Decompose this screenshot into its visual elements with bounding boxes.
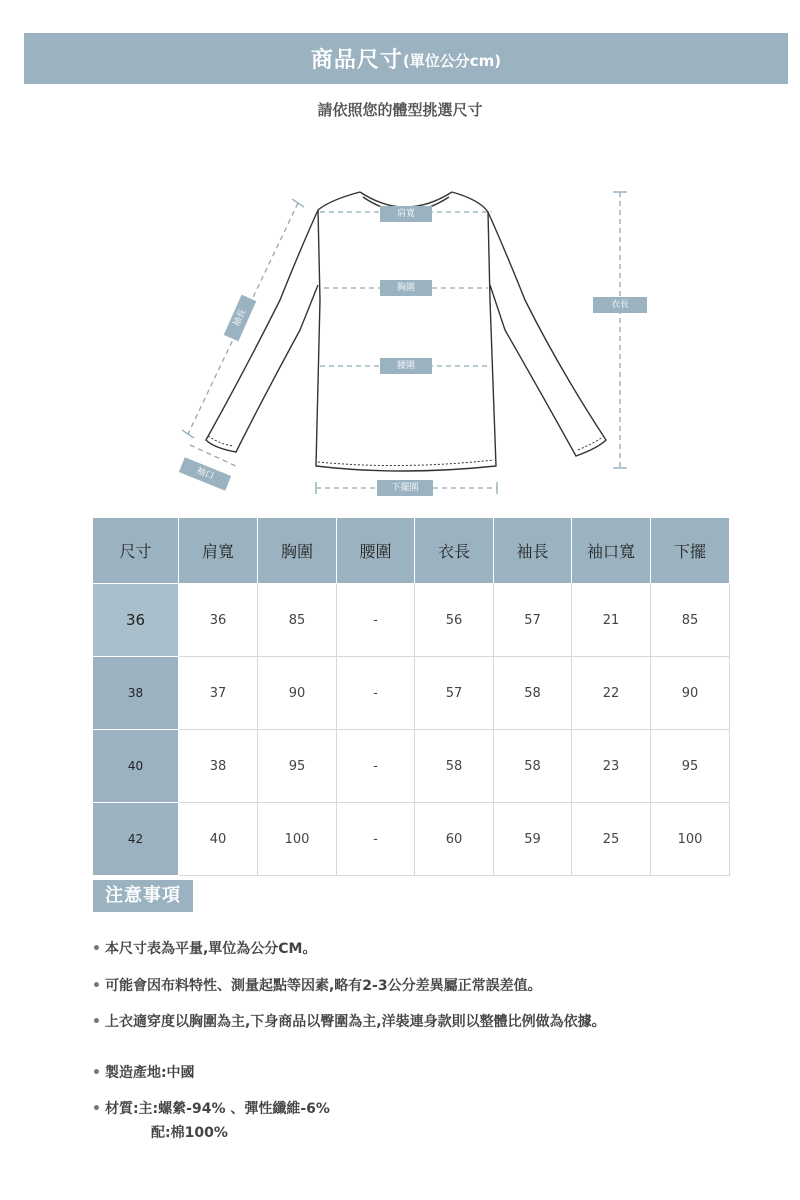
bullet-icon: • [92, 941, 101, 957]
table-cell: - [337, 657, 415, 730]
table-cell: 60 [415, 803, 494, 876]
page-title: 商品尺寸 [310, 48, 403, 73]
table-cell: 38 [179, 730, 258, 803]
table-cell: 23 [572, 730, 651, 803]
bullet-icon: • [92, 1101, 101, 1117]
table-cell: 21 [572, 584, 651, 657]
table-header: 下擺 [651, 518, 730, 584]
table-cell-size: 38 [93, 657, 179, 730]
table-cell: 36 [179, 584, 258, 657]
bullet-icon: • [92, 1065, 101, 1081]
table-cell: 95 [258, 730, 337, 803]
table-header: 袖長 [494, 518, 572, 584]
measure-ticks [182, 192, 627, 494]
table-cell: 22 [572, 657, 651, 730]
size-table [92, 517, 730, 876]
table-cell: 57 [494, 584, 572, 657]
table-cell: 59 [494, 803, 572, 876]
table-cell: 100 [651, 803, 730, 876]
note-item [92, 938, 316, 958]
origin-item [92, 1062, 195, 1082]
table-cell: 56 [415, 584, 494, 657]
table-cell: - [337, 803, 415, 876]
table-row [93, 657, 730, 730]
table-cell: 58 [494, 657, 572, 730]
table-cell: - [337, 584, 415, 657]
table-cell-size: 40 [93, 730, 179, 803]
table-cell: 85 [258, 584, 337, 657]
note-text: 上衣適穿度以胸圍為主,下身商品以臀圍為主,洋裝連身款則以整體比例做為依據。 [104, 1014, 606, 1030]
note-text: 本尺寸表為平量,單位為公分CM。 [104, 941, 317, 957]
table-cell: 25 [572, 803, 651, 876]
label-sleeve: 袖長 [224, 295, 257, 342]
table-cell-size: 42 [93, 803, 179, 876]
label-shoulder: 肩寬 [380, 206, 432, 222]
material-item [92, 1098, 330, 1118]
table-cell: - [337, 730, 415, 803]
label-chest: 胸圍 [380, 280, 432, 296]
note-item [92, 975, 542, 995]
table-cell: 95 [651, 730, 730, 803]
bullet-icon: • [92, 978, 101, 994]
table-cell: 58 [494, 730, 572, 803]
shirt-outline [206, 192, 606, 471]
table-cell: 90 [258, 657, 337, 730]
page-subtitle: 請依照您的體型挑選尺寸 [317, 101, 483, 119]
table-cell: 100 [258, 803, 337, 876]
header-banner [24, 33, 788, 84]
table-cell-size: 36 [93, 584, 179, 657]
table-header-row [93, 518, 730, 584]
table-header: 腰圍 [337, 518, 415, 584]
garment-diagram [150, 175, 670, 505]
bullet-icon: • [92, 1014, 101, 1030]
material-main-text: 材質:主:螺縈-94% 、彈性纖維-6% [104, 1101, 330, 1117]
note-text: 可能會因布料特性、測量起點等因素,略有2-3公分差異屬正常誤差值。 [104, 978, 542, 994]
label-waist: 腰圍 [380, 358, 432, 374]
table-header: 胸圍 [258, 518, 337, 584]
label-hem: 下擺圍 [377, 480, 433, 496]
table-header: 衣長 [415, 518, 494, 584]
note-item [92, 1011, 606, 1031]
label-length: 衣長 [593, 297, 647, 313]
table-cell: 37 [179, 657, 258, 730]
table-cell: 90 [651, 657, 730, 730]
table-row [93, 803, 730, 876]
table-cell: 85 [651, 584, 730, 657]
table-header: 袖口寬 [572, 518, 651, 584]
table-row [93, 730, 730, 803]
table-cell: 58 [415, 730, 494, 803]
table-row [93, 584, 730, 657]
table-cell: 40 [179, 803, 258, 876]
table-cell: 57 [415, 657, 494, 730]
label-cuff: 袖口 [179, 457, 231, 491]
table-header: 尺寸 [93, 518, 179, 584]
origin-text: 製造產地:中國 [104, 1065, 195, 1081]
table-header: 肩寬 [179, 518, 258, 584]
measure-lines [188, 192, 620, 488]
material-sub-text: 配:棉100% [151, 1125, 228, 1141]
page-title-unit: (單位公分cm) [402, 52, 502, 70]
notes-title: 注意事項 [93, 880, 193, 912]
